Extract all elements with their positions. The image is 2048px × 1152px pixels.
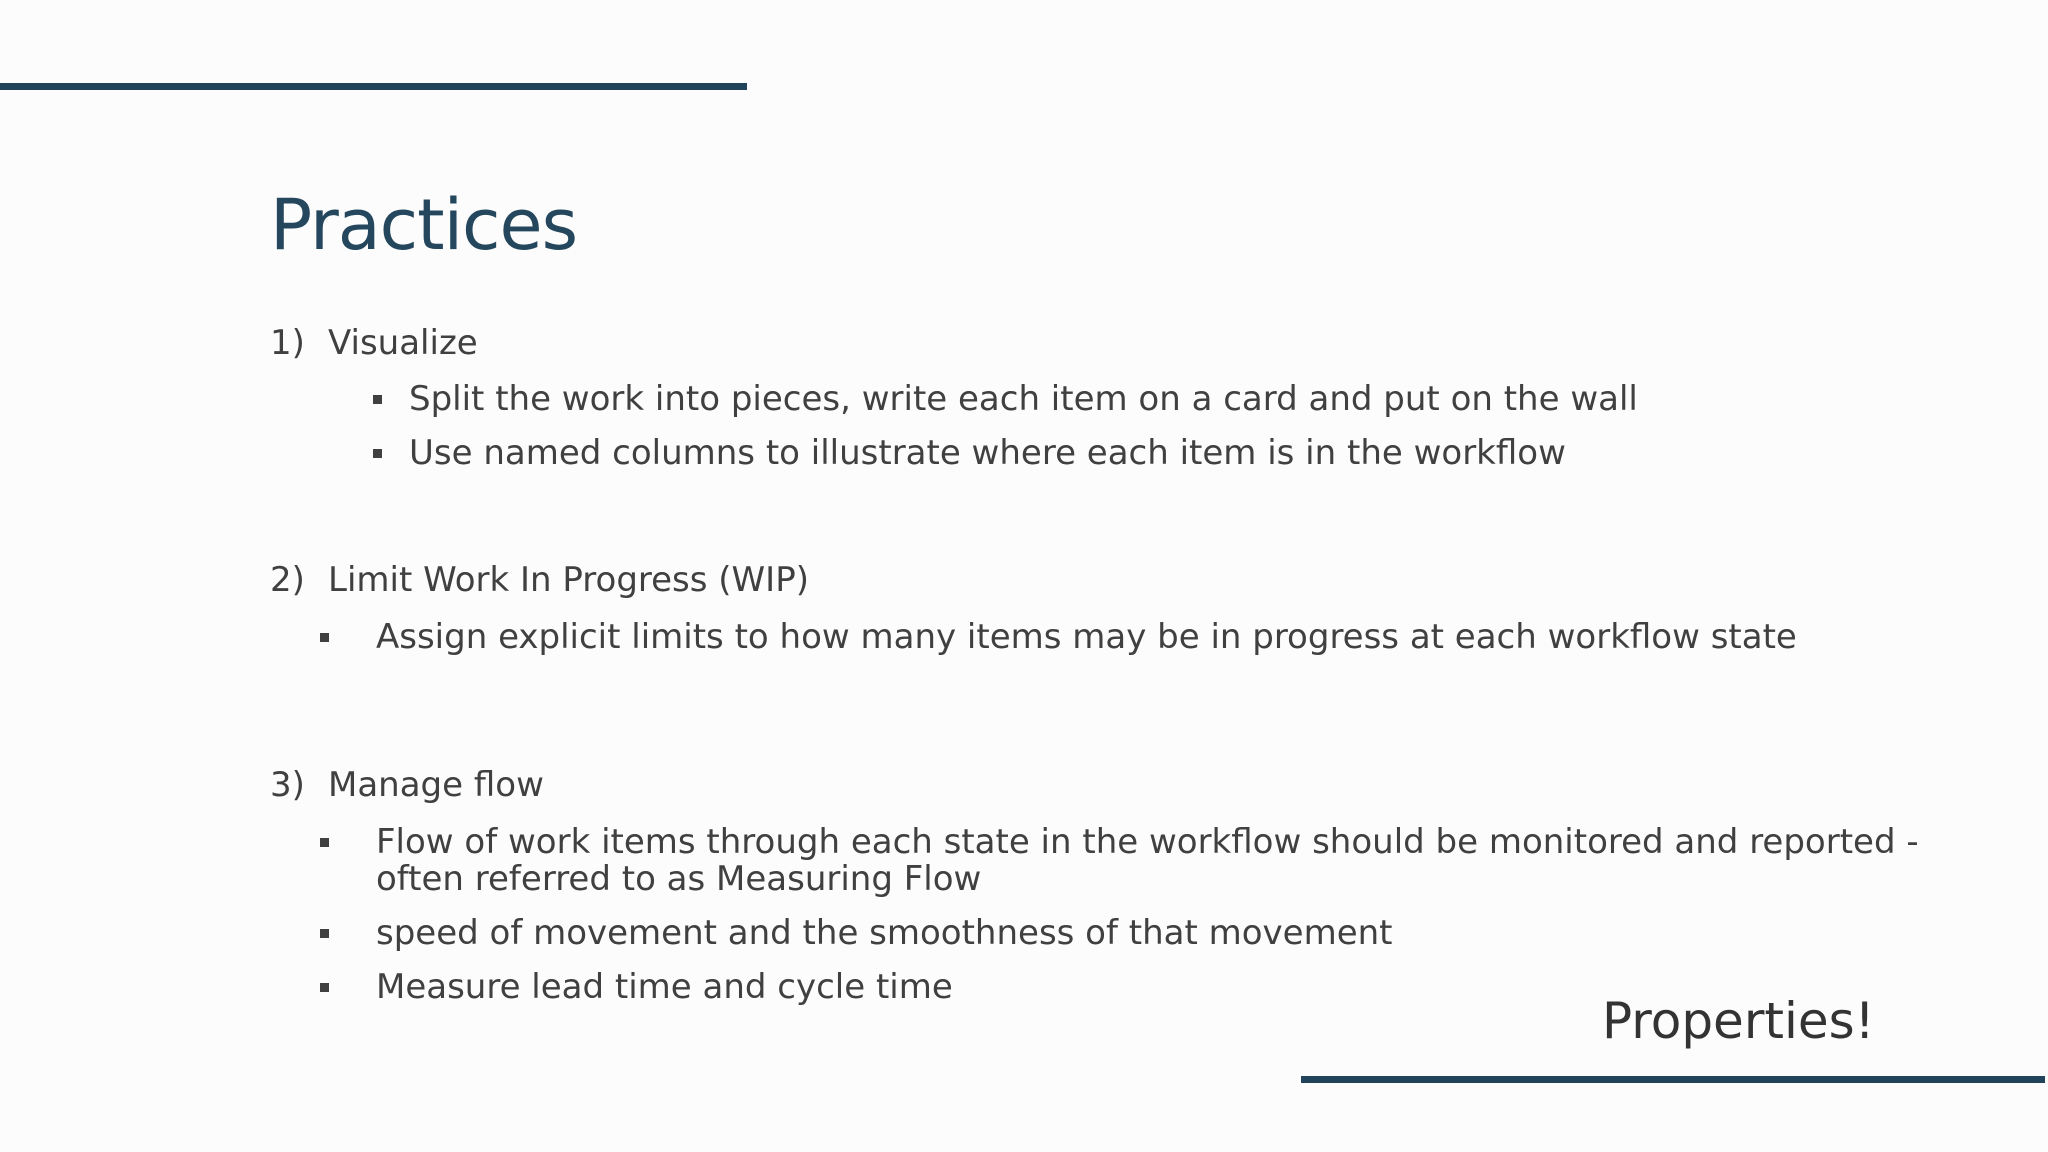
bullet-marker-icon — [320, 633, 329, 642]
practice-3-bullet-2: speed of movement and the smoothness of that movement — [376, 913, 1393, 953]
bullet-marker-icon — [373, 449, 382, 458]
page-title: Practices — [270, 184, 578, 266]
bullet-marker-icon — [320, 983, 329, 992]
practice-2-label: Limit Work In Progress (WIP) — [328, 560, 809, 600]
practice-2-number: 2) — [270, 560, 305, 600]
practice-1-number: 1) — [270, 323, 305, 363]
top-accent-rule — [0, 83, 747, 90]
practice-1-bullet-2: Use named columns to illustrate where each item is in the workflow — [409, 433, 1566, 473]
bullet-marker-icon — [320, 929, 329, 938]
practice-3-bullet-1-continued: often referred to as Measuring Flow — [376, 859, 982, 899]
bullet-marker-icon — [373, 395, 382, 404]
bottom-accent-rule — [1301, 1076, 2045, 1083]
practice-1-bullet-1: Split the work into pieces, write each item on a card and put on the wall — [409, 379, 1638, 419]
practice-3-bullet-1: Flow of work items through each state in the workflow should be monitored and reported - — [376, 822, 1919, 862]
practice-1-label: Visualize — [328, 323, 478, 363]
practice-2-bullet-1: Assign explicit limits to how many items may be in progress at each workflow state — [376, 617, 1797, 657]
bullet-marker-icon — [320, 838, 329, 847]
footer-properties-label: Properties! — [1602, 992, 1875, 1050]
practice-3-bullet-3: Measure lead time and cycle time — [376, 967, 953, 1007]
practice-3-label: Manage flow — [328, 765, 544, 805]
practice-3-number: 3) — [270, 765, 305, 805]
